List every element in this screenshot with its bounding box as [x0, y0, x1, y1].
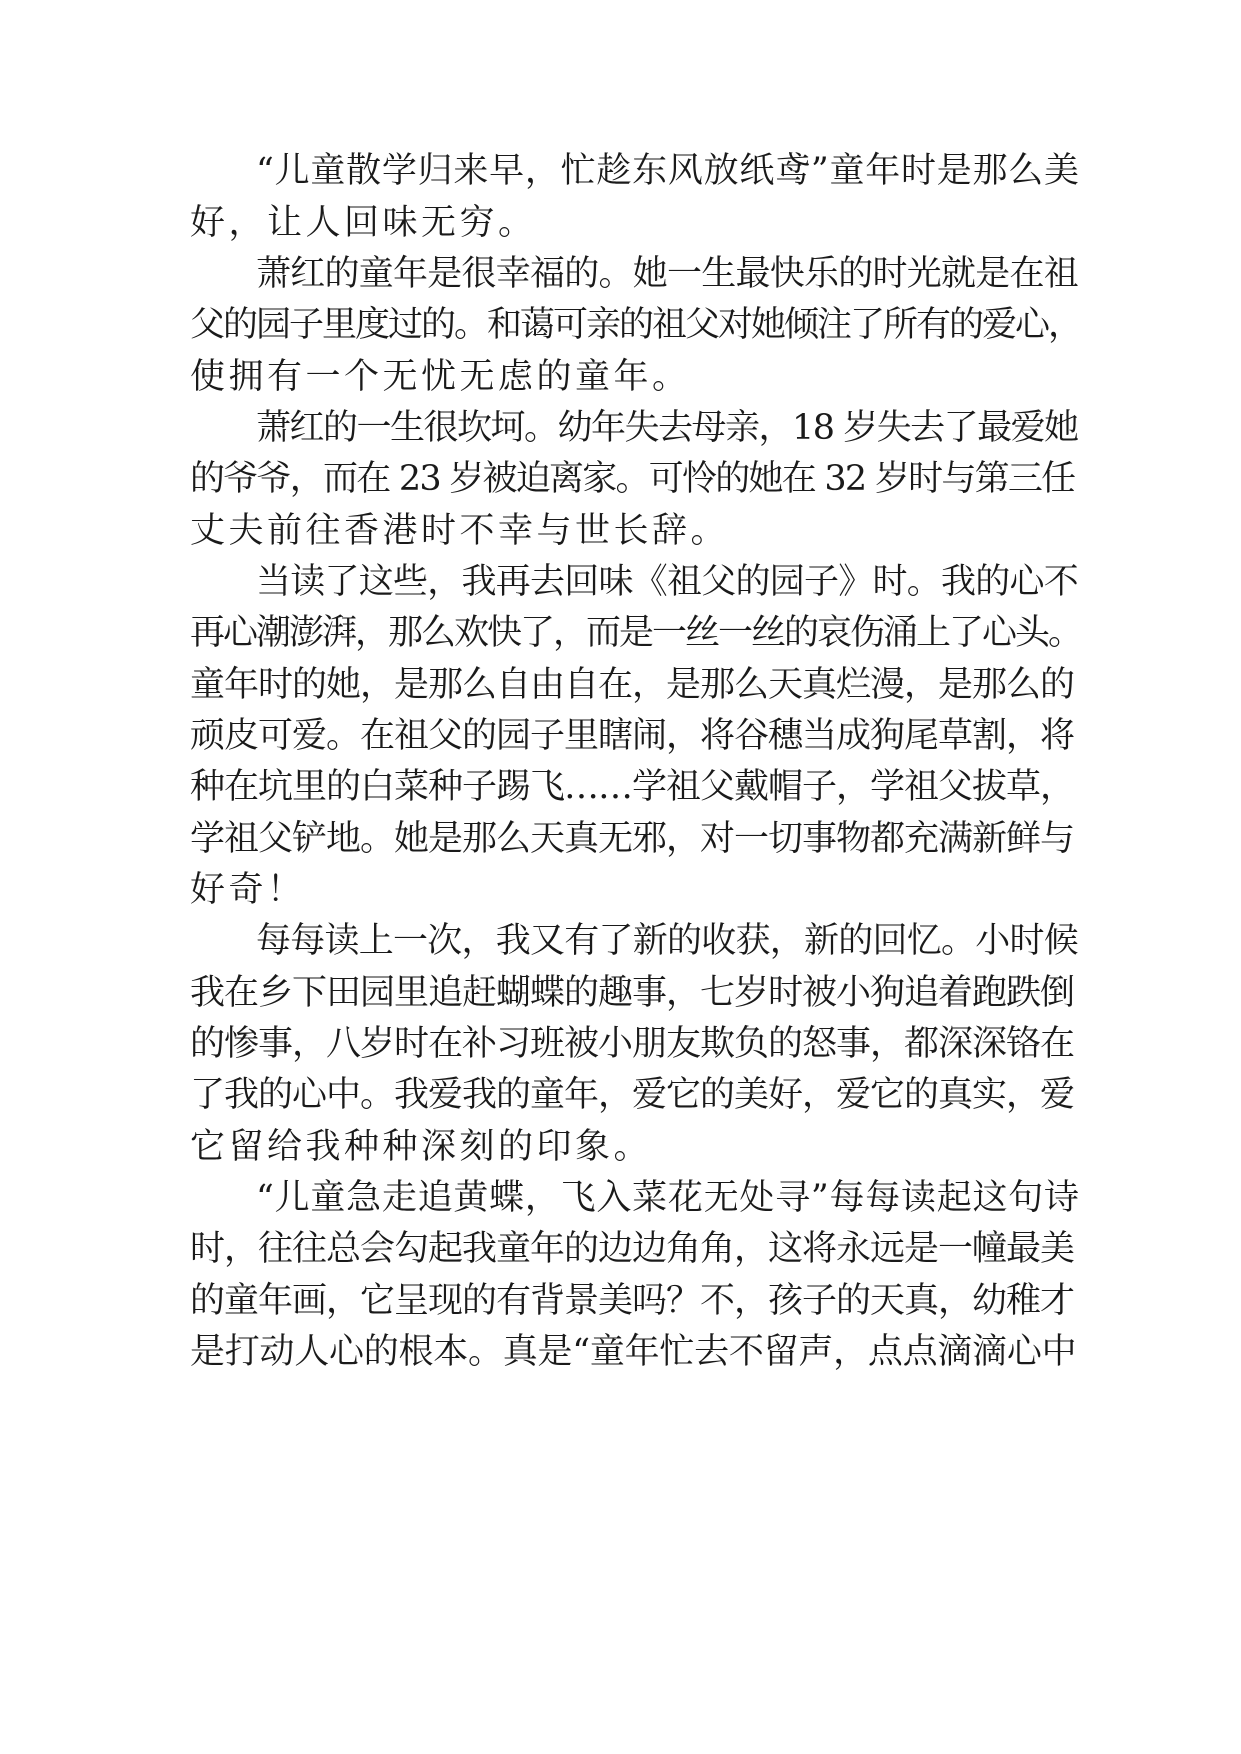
text-line: 种在坑里的白菜种子踢飞……学祖父戴帽子，学祖父拔草， — [190, 767, 1075, 807]
text-line: 再心潮澎湃，那么欢快了，而是一丝一丝的哀伤涌上了心头。 — [190, 613, 1082, 653]
text-line: 童年时的她，是那么自由自在，是那么天真烂漫，是那么的 — [190, 665, 1075, 705]
text-line: 的童年画，它呈现的有背景美吗？不，孩子的天真，幼稚才 — [190, 1281, 1075, 1321]
text-line: 的惨事，八岁时在补习班被小朋友欺负的怒事，都深深铬在 — [190, 1024, 1075, 1064]
text-line: 我在乡下田园里追赶蝴蝶的趣事，七岁时被小狗追着跑跌倒 — [190, 973, 1075, 1013]
text-line: 顽皮可爱。在祖父的园子里瞎闹，将谷穗当成狗尾草割，将 — [190, 716, 1075, 756]
text-line: “儿童散学归来早，忙趁东风放纸鸢”童年时是那么美 — [256, 151, 1080, 191]
text-line: 每每读上一次，我又有了新的收获，新的回忆。小时候 — [256, 921, 1079, 961]
text-line: 时，往往总会勾起我童年的边边角角，这将永远是一幢最美 — [190, 1229, 1075, 1269]
text-line: 使拥有一个无忧无虑的童年。 — [190, 357, 691, 397]
text-line: 丈夫前往香港时不幸与世长辞。 — [190, 511, 730, 551]
text-line: 的爷爷，而在 23 岁被迫离家。可怜的她在 32 岁时与第三任 — [190, 459, 1075, 499]
text-line: 好，让人回味无穷。 — [190, 203, 537, 243]
text-line: 父的园子里度过的。和蔼可亲的祖父对她倾注了所有的爱心， — [190, 305, 1082, 345]
text-line: 是打动人心的根本。真是“童年忙去不留声，点点滴滴心中 — [190, 1332, 1077, 1372]
text-line: 学祖父铲地。她是那么天真无邪，对一切事物都充满新鲜与 — [190, 819, 1075, 859]
text-line: 萧红的一生很坎坷。幼年失去母亲，18 岁失去了最爱她 — [256, 408, 1078, 448]
text-line: 了我的心中。我爱我的童年，爱它的美好，爱它的真实，爱 — [190, 1075, 1075, 1115]
text-line: 好奇！ — [190, 870, 306, 910]
text-line: 它留给我种种深刻的印象。 — [190, 1127, 653, 1167]
text-line: 萧红的童年是很幸福的。她一生最快乐的时光就是在祖 — [256, 254, 1079, 294]
text-line: “儿童急走追黄蝶，飞入菜花无处寻”每每读起这句诗 — [256, 1178, 1080, 1218]
text-line: 当读了这些，我再去回味《祖父的园子》时。我的心不 — [256, 562, 1079, 602]
